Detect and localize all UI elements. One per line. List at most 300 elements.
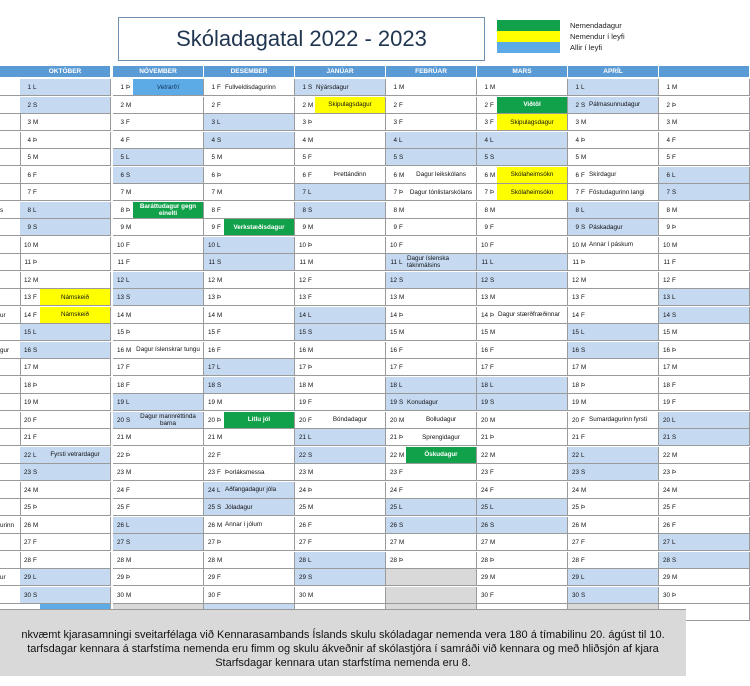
weekday-letter: M <box>126 189 132 196</box>
weekday-letter: L <box>672 539 676 546</box>
left-fragment-text: s <box>0 206 4 214</box>
day-number: 21 <box>571 434 579 441</box>
day-number: 6 <box>120 171 124 179</box>
day-cell <box>659 482 750 499</box>
day-number: 8 <box>211 206 215 214</box>
day-cell <box>113 482 204 499</box>
day-number: 6 <box>484 171 488 179</box>
day-number: 14 <box>116 311 124 319</box>
day-cell <box>477 447 568 464</box>
day-cell <box>659 114 750 131</box>
weekday-letter: F <box>399 346 403 354</box>
day-cell <box>386 254 477 271</box>
day-cell <box>386 132 477 149</box>
day-number: 17 <box>23 364 31 371</box>
day-cell <box>477 237 568 254</box>
weekday-letter: Þ <box>33 136 38 144</box>
day-number: 16 <box>662 346 670 354</box>
day-number: 1 <box>302 84 306 91</box>
day-cell <box>295 79 386 96</box>
weekday-letter: M <box>490 574 496 581</box>
day-number: 1 <box>393 84 397 91</box>
day-number: 12 <box>389 276 397 284</box>
day-cell <box>659 237 750 254</box>
day-number: 29 <box>298 574 306 581</box>
weekday-letter: F <box>399 119 403 126</box>
weekday-letter: M <box>581 154 587 161</box>
weekday-letter: L <box>672 416 676 424</box>
day-number: 8 <box>120 206 124 214</box>
day-number: 7 <box>666 189 670 196</box>
calendar-event: Skírdagur <box>589 171 617 178</box>
weekday-letter: S <box>581 469 586 476</box>
day-cell <box>295 499 386 516</box>
day-number: 23 <box>23 469 31 476</box>
day-cell <box>204 149 295 166</box>
day-cell <box>568 552 659 569</box>
day-cell <box>204 307 295 324</box>
weekday-letter: F <box>33 311 37 319</box>
weekday-letter: F <box>581 539 585 546</box>
day-number: 26 <box>389 521 397 529</box>
day-cell <box>0 79 21 96</box>
weekday-letter: M <box>581 276 587 284</box>
day-cell <box>0 167 21 184</box>
weekday-letter: F <box>399 101 403 109</box>
day-cell <box>0 587 21 604</box>
day-cell <box>204 324 295 341</box>
day-number: 10 <box>207 241 215 249</box>
weekday-letter: Þ <box>581 136 586 144</box>
day-number: 29 <box>480 574 488 581</box>
weekday-letter: M <box>672 329 678 336</box>
weekday-letter: Þ <box>126 329 131 336</box>
day-number: 13 <box>389 294 397 301</box>
month-header: JANÚAR <box>295 66 386 77</box>
day-number: 15 <box>571 329 579 336</box>
weekday-letter: M <box>217 521 223 529</box>
day-cell <box>113 307 204 324</box>
day-number: 24 <box>389 486 397 494</box>
day-number: 10 <box>116 241 124 249</box>
day-cell <box>477 324 568 341</box>
weekday-letter: M <box>308 469 314 476</box>
day-cell <box>0 464 21 481</box>
day-number: 13 <box>116 294 124 301</box>
weekday-letter: F <box>672 521 676 529</box>
day-cell <box>659 307 750 324</box>
weekday-letter: S <box>126 416 131 424</box>
weekday-letter: F <box>581 294 585 301</box>
day-cell <box>113 464 204 481</box>
day-number: 18 <box>23 381 31 389</box>
day-cell <box>386 412 477 429</box>
weekday-letter: F <box>490 469 494 476</box>
day-cell <box>568 202 659 219</box>
day-number: 14 <box>480 311 488 319</box>
day-number: 23 <box>207 469 215 476</box>
day-number: 14 <box>298 311 306 319</box>
weekday-letter: F <box>308 399 312 406</box>
weekday-letter: S <box>308 206 313 214</box>
day-number: 24 <box>662 486 670 494</box>
day-cell <box>386 377 477 394</box>
day-cell <box>0 272 21 289</box>
day-number: 16 <box>207 346 215 354</box>
day-cell <box>20 464 111 481</box>
day-number: 6 <box>211 171 215 179</box>
weekday-letter: F <box>126 381 130 389</box>
day-cell <box>568 447 659 464</box>
month-header: DESEMBER <box>204 66 295 77</box>
day-cell <box>20 429 111 446</box>
calendar-event: Dagur íslenska táknmálsins <box>407 255 449 269</box>
day-number: 13 <box>571 294 579 301</box>
weekday-letter: L <box>126 154 130 161</box>
day-number: 8 <box>484 206 488 214</box>
weekday-letter: Þ <box>126 84 131 91</box>
day-number: 26 <box>23 521 31 529</box>
weekday-letter: F <box>581 189 585 196</box>
weekday-letter: F <box>399 224 403 231</box>
weekday-letter: Þ <box>308 119 313 126</box>
day-cell <box>568 254 659 271</box>
day-cell <box>0 429 21 446</box>
left-fragment-text: urinn <box>0 521 15 529</box>
weekday-letter: Þ <box>217 416 222 424</box>
day-cell <box>204 79 295 96</box>
calendar-event: Þorláksmessa <box>225 468 265 476</box>
weekday-letter: F <box>308 521 312 529</box>
day-cell <box>0 552 21 569</box>
day-number: 26 <box>571 521 579 529</box>
day-number: 11 <box>390 259 397 266</box>
day-number: 21 <box>662 434 670 441</box>
weekday-letter: L <box>33 451 37 459</box>
day-cell <box>477 499 568 516</box>
day-cell <box>20 184 111 201</box>
weekday-letter: Þ <box>308 486 313 494</box>
day-number: 16 <box>389 346 397 354</box>
weekday-letter: F <box>672 399 676 406</box>
day-cell <box>295 482 386 499</box>
empty-day-cell <box>386 587 477 604</box>
day-number: 14 <box>389 311 397 319</box>
day-number: 17 <box>480 364 488 371</box>
day-cell <box>386 272 477 289</box>
weekday-letter: M <box>33 399 39 406</box>
weekday-letter: Þ <box>33 259 38 266</box>
weekday-letter: F <box>33 539 37 546</box>
month-header <box>659 66 750 77</box>
day-cell <box>386 342 477 359</box>
day-number: 25 <box>23 504 31 511</box>
day-number: 3 <box>302 119 306 126</box>
day-number: 3 <box>120 119 124 126</box>
day-number: 18 <box>298 381 306 389</box>
calendar-event: Skólaheimsókn <box>497 167 567 183</box>
day-cell <box>204 97 295 114</box>
legend <box>497 20 682 53</box>
day-cell <box>477 132 568 149</box>
day-cell <box>204 587 295 604</box>
day-number: 22 <box>480 451 488 459</box>
day-number: 13 <box>662 294 670 301</box>
weekday-letter: F <box>33 189 37 196</box>
day-cell <box>204 272 295 289</box>
day-cell <box>0 394 21 411</box>
day-number: 24 <box>571 486 579 494</box>
day-number: 29 <box>207 574 215 581</box>
weekday-letter: Þ <box>126 451 131 459</box>
weekday-letter: M <box>33 241 39 249</box>
weekday-letter: M <box>217 276 223 284</box>
weekday-letter: F <box>490 364 494 371</box>
weekday-letter: M <box>399 539 405 546</box>
day-number: 20 <box>662 416 670 424</box>
day-number: 26 <box>116 521 124 529</box>
day-number: 4 <box>120 136 124 144</box>
day-number: 2 <box>484 101 488 109</box>
month-header <box>0 66 21 77</box>
day-cell <box>0 289 21 306</box>
day-cell <box>0 237 21 254</box>
day-cell <box>477 184 568 201</box>
day-cell <box>659 132 750 149</box>
day-number: 23 <box>389 469 397 476</box>
weekday-letter: M <box>126 224 132 231</box>
day-cell <box>204 342 295 359</box>
day-number: 13 <box>298 294 306 301</box>
weekday-letter: M <box>308 136 314 144</box>
day-cell <box>113 324 204 341</box>
weekday-letter: L <box>399 504 403 511</box>
day-cell <box>386 79 477 96</box>
weekday-letter: L <box>126 521 130 529</box>
day-cell <box>295 394 386 411</box>
day-cell <box>659 289 750 306</box>
day-number: 15 <box>116 329 124 336</box>
weekday-letter: M <box>490 451 496 459</box>
day-cell <box>386 552 477 569</box>
weekday-letter: F <box>217 206 221 214</box>
day-cell <box>659 202 750 219</box>
weekday-letter: Þ <box>490 434 495 441</box>
day-number: 16 <box>298 346 306 354</box>
weekday-letter: M <box>672 206 678 214</box>
day-number: 4 <box>393 136 397 144</box>
day-number: 2 <box>575 101 579 109</box>
weekday-letter: L <box>399 136 403 144</box>
day-cell <box>477 342 568 359</box>
day-cell <box>204 464 295 481</box>
weekday-letter: M <box>581 399 587 406</box>
day-cell <box>386 324 477 341</box>
weekday-letter: M <box>399 329 405 336</box>
weekday-letter: F <box>126 241 130 249</box>
day-number: 10 <box>662 241 670 249</box>
weekday-letter: L <box>33 574 37 581</box>
day-cell <box>659 464 750 481</box>
weekday-letter: S <box>490 521 495 529</box>
day-cell <box>113 569 204 586</box>
day-cell <box>659 359 750 376</box>
weekday-letter: L <box>399 381 403 389</box>
weekday-letter: F <box>399 469 403 476</box>
day-cell <box>113 97 204 114</box>
day-cell <box>20 499 111 516</box>
day-number: 22 <box>662 451 670 459</box>
day-number: 3 <box>666 119 670 126</box>
day-cell <box>20 254 111 271</box>
day-number: 20 <box>480 416 488 424</box>
day-number: 17 <box>662 364 670 371</box>
day-cell <box>0 359 21 376</box>
day-cell <box>0 447 21 464</box>
day-number: 5 <box>666 154 670 161</box>
weekday-letter: M <box>126 346 132 354</box>
day-number: 19 <box>389 399 397 406</box>
day-number: 4 <box>211 136 215 144</box>
weekday-letter: M <box>308 224 314 231</box>
day-cell <box>204 237 295 254</box>
weekday-letter: M <box>581 119 587 126</box>
weekday-letter: S <box>33 591 38 599</box>
day-number: 7 <box>27 189 31 196</box>
day-number: 29 <box>23 574 31 581</box>
day-number: 18 <box>116 381 124 389</box>
calendar-event: Bolludagur <box>425 416 457 423</box>
day-number: 16 <box>116 346 124 354</box>
weekday-letter: M <box>399 451 405 459</box>
day-number: 28 <box>298 556 306 564</box>
weekday-letter: M <box>672 486 678 494</box>
weekday-letter: Þ <box>672 224 677 231</box>
day-cell <box>568 499 659 516</box>
day-cell <box>204 289 295 306</box>
day-number: 8 <box>393 206 397 214</box>
day-cell <box>0 114 21 131</box>
day-number: 12 <box>207 276 215 284</box>
day-cell <box>20 167 111 184</box>
day-number: 22 <box>298 451 306 459</box>
day-number: 22 <box>116 451 124 459</box>
weekday-letter: L <box>581 329 585 336</box>
weekday-letter: Þ <box>672 346 677 354</box>
day-cell <box>568 342 659 359</box>
calendar-event: Föstudagurinn langi <box>589 188 645 196</box>
day-cell <box>113 359 204 376</box>
day-cell <box>295 289 386 306</box>
day-number: 8 <box>302 206 306 214</box>
weekday-letter: Þ <box>581 259 586 266</box>
weekday-letter: S <box>581 224 586 231</box>
day-cell <box>295 97 386 114</box>
day-number: 5 <box>302 154 306 161</box>
day-number: 6 <box>575 171 579 179</box>
weekday-letter: L <box>308 556 312 564</box>
weekday-letter: M <box>217 189 223 196</box>
day-cell <box>386 359 477 376</box>
day-number: 7 <box>393 189 397 196</box>
day-cell <box>113 289 204 306</box>
day-cell <box>659 499 750 516</box>
day-cell <box>386 499 477 516</box>
day-cell <box>568 517 659 534</box>
day-cell <box>20 412 111 429</box>
day-cell <box>113 394 204 411</box>
day-cell <box>295 412 386 429</box>
weekday-letter: F <box>126 486 130 494</box>
day-cell <box>568 569 659 586</box>
weekday-letter: S <box>672 311 677 319</box>
weekday-letter: M <box>581 364 587 371</box>
day-cell <box>204 254 295 271</box>
day-cell <box>386 447 477 464</box>
weekday-letter: M <box>581 486 587 494</box>
day-cell <box>659 552 750 569</box>
day-number: 16 <box>23 346 31 354</box>
day-number: 25 <box>389 504 397 511</box>
day-number: 19 <box>207 399 215 406</box>
weekday-letter: F <box>308 154 312 161</box>
day-number: 30 <box>662 591 670 599</box>
page-title: Skóladagatal 2022 - 2023 <box>118 17 485 61</box>
day-number: 27 <box>23 539 31 546</box>
day-cell <box>204 412 295 429</box>
day-cell <box>20 149 111 166</box>
day-number: 4 <box>575 136 579 144</box>
day-number: 4 <box>302 136 306 144</box>
day-cell <box>204 534 295 551</box>
weekday-letter: M <box>490 171 496 179</box>
day-number: 24 <box>480 486 488 494</box>
day-number: 2 <box>393 101 397 109</box>
day-cell <box>113 219 204 236</box>
day-cell <box>477 534 568 551</box>
day-number: 7 <box>484 189 488 196</box>
day-number: 21 <box>23 434 31 441</box>
weekday-letter: F <box>126 136 130 144</box>
day-number: 15 <box>207 329 215 336</box>
day-cell <box>477 517 568 534</box>
day-number: 25 <box>662 504 670 511</box>
calendar-event: Skólaheimsókn <box>497 184 567 200</box>
day-cell <box>386 184 477 201</box>
day-cell <box>386 482 477 499</box>
day-cell <box>386 149 477 166</box>
weekday-letter: M <box>126 469 132 476</box>
weekday-letter: M <box>490 329 496 336</box>
day-number: 20 <box>298 416 306 424</box>
day-cell <box>204 219 295 236</box>
day-number: 13 <box>207 294 215 301</box>
weekday-letter: F <box>490 591 494 599</box>
day-number: 9 <box>27 224 31 231</box>
day-number: 21 <box>116 434 124 441</box>
weekday-letter: L <box>308 189 312 196</box>
day-cell <box>477 359 568 376</box>
day-cell <box>659 517 750 534</box>
weekday-letter: S <box>33 224 38 231</box>
footer-line: nkvæmt kjarasamningi sveitarfélaga við Kennarasambands Íslands skulu skóladagar nemenda vera 180 á tímabilinu 20. ágúst til 10. <box>21 629 665 641</box>
calendar-event: Sumardagurinn fyrsti <box>589 416 648 423</box>
day-number: 23 <box>662 469 670 476</box>
day-cell <box>295 569 386 586</box>
day-cell <box>477 307 568 324</box>
day-cell <box>295 429 386 446</box>
day-cell <box>659 342 750 359</box>
